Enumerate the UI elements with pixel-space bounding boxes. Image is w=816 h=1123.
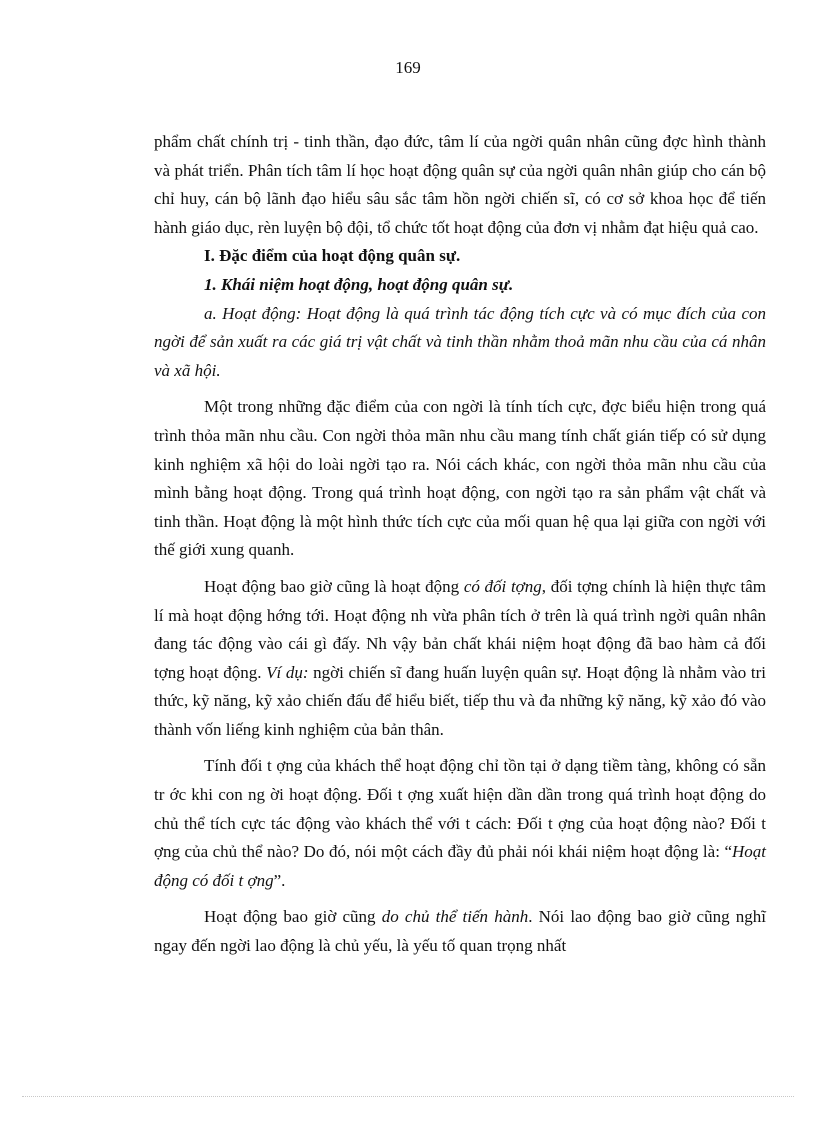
paragraph-activity-characteristics: Một trong những đặc điểm của con ngời là tính tích cực, đợc biểu hiện trong quá trình thỏa mãn nhu cầu. Con ngời thỏa mãn nhu cầu mang tính chất gián tiếp có sử dụng kinh nghiệm xã hội do loài ngời tạo ra. Nói cách khác, con ngời thỏa mãn nhu cầu của mình bằng hoạt động. Trong quá trình hoạt động, con ngời tạo ra sản phẩm vật chất và tinh thần. Hoạt động là một hình thức tích cực của mối quan hệ qua lại giữa con ngời với thế giới xung quanh. <box>154 397 766 560</box>
footer-divider <box>22 1096 794 1097</box>
text-run: Hoạt động bao giờ cũng là hoạt động <box>204 576 464 596</box>
paragraph-continuation: phẩm chất chính trị - tinh thần, đạo đức, tâm lí của ngời quân nhân cũng đợc hình thành và phát triển. Phân tích tâm lí học hoạt động quân sự của ngời quân nhân giúp cho cán bộ chỉ huy, cán bộ lãnh đạo hiểu sâu sắc tâm hồn ngời chiến sĩ, có cơ sở khoa học để tiến hành giáo dục, rèn luyện bộ đội, tổ chức tốt hoạt động của đơn vị nhằm đạt hiệu quả cao. <box>154 132 766 237</box>
text-run: , đối tợng chính là hiện thực tâm lí mà hoạt động hớng tới. Hoạt động nh vừa phân tích ở trên là quá trình ngời quân nhân đang tác động vào cái gì đấy. Nh vậy bản chất khái niệm hoạt động đã bao hàm cả đối tợng hoạt động. <box>154 576 766 682</box>
page-number: 169 <box>395 58 421 77</box>
paragraph-object-nature <box>154 752 766 895</box>
section-heading: I. Đặc điểm của hoạt động quân sự. <box>204 246 461 266</box>
text-run: Tính đối t ợng của khách thể hoạt động chỉ tồn tại ở dạng tiềm tàng, không có sẵn tr ớc khi con ng ời hoạt động. Đối t ợng xuất hiện dần dần trong quá trình hoạt động do chủ thể tích cực tác động vào khách thể với t cách: Đối t ợng của hoạt động nào? Đối t ợng của chủ thể nào? Do đó, nói một cách đầy đủ phải nói khái niệm hoạt động là: “ <box>154 756 766 862</box>
text-run: Hoạt động bao giờ cũng <box>204 907 382 927</box>
text-run: . Nói lao động bao giờ cũng nghĩ ngay đến ngời lao động là chủ yếu, là yếu tố quan trọng nhất <box>154 907 766 956</box>
definition-paragraph: a. Hoạt động: Hoạt động là quá trình tác động tích cực và có mục đích của con ngời để sản xuất ra các giá trị vật chất và tinh thần nhằm thoả mãn nhu cầu của cá nhân và xã hội. <box>154 303 766 380</box>
document-body <box>154 128 766 961</box>
subsection-heading: 1. Khái niệm hoạt động, hoạt động quân sự. <box>204 274 514 294</box>
emphasis-text: do chủ thể tiến hành <box>381 907 529 927</box>
paragraph-object-of-activity <box>154 573 766 745</box>
paragraph-subject-of-activity <box>154 903 766 960</box>
example-label: Ví dụ: <box>266 662 309 682</box>
text-run: ”. <box>273 870 286 890</box>
emphasis-text: Hoạt động có đối t ợng <box>154 842 766 890</box>
text-run: ngời chiến sĩ đang huấn luyện quân sự. Hoạt động là nhằm vào tri thức, kỹ năng, kỹ xảo chiến đấu để hiểu biết, tiếp thu và đa những kỹ năng, kỹ xảo đó vào thành vốn liếng kinh nghiệm của bản thân. <box>154 662 766 739</box>
emphasis-text: có đối tợng <box>463 576 542 596</box>
